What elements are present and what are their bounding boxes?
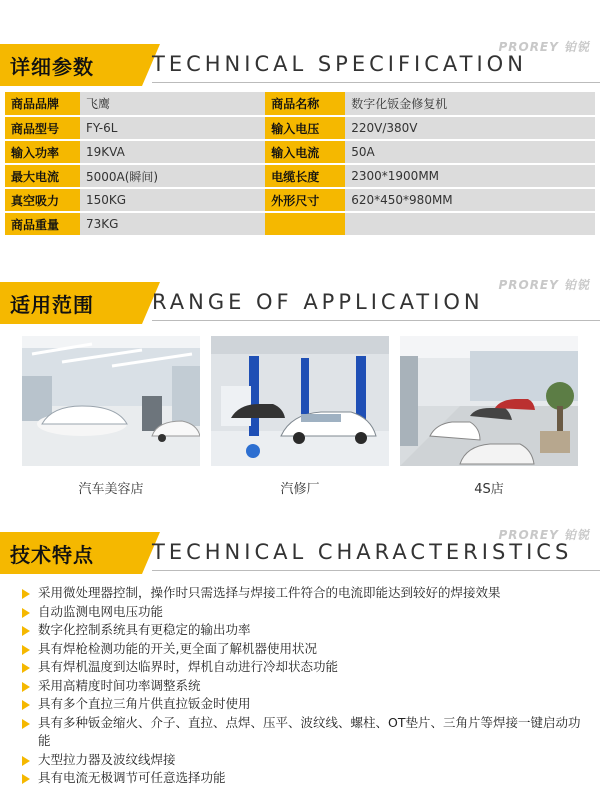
spec-label (265, 212, 345, 236)
feature-item (22, 584, 582, 603)
spec-value: 数字化钣金修复机 (345, 92, 595, 116)
feature-item (22, 677, 582, 696)
bullet-triangle-icon (22, 608, 30, 618)
spec-label: 输入电压 (265, 116, 345, 140)
bullet-triangle-icon (22, 626, 30, 636)
spec-label: 商品型号 (5, 116, 80, 140)
caption-repair-shop: 汽修厂 (280, 482, 320, 497)
feature-text: 具有焊机温度到达临界时，焊机自动进行冷却状态功能 (38, 659, 339, 674)
tech-title-cn: 技术特点 (0, 532, 142, 574)
photo-4s-dealership (400, 336, 578, 466)
spec-label: 电缆长度 (265, 164, 345, 188)
spec-value: 73KG (80, 212, 265, 236)
spec-row (5, 164, 595, 188)
photo-detailing-shop (22, 336, 200, 466)
feature-item (22, 621, 582, 640)
tech-title-en: TECHNICAL CHARACTERISTICS (152, 540, 573, 564)
bullet-triangle-icon (22, 756, 30, 766)
spec-row (5, 188, 595, 212)
photo-repair-shop (211, 336, 389, 466)
spec-row (5, 212, 595, 236)
brand-logo: PROREY 铂锐 (498, 40, 590, 54)
spec-title-en: TECHNICAL SPECIFICATION (152, 52, 527, 76)
brand-logo: PROREY 铂锐 (498, 528, 590, 542)
feature-text: 数字化控制系统具有更稳定的输出功率 (38, 622, 251, 637)
bullet-triangle-icon (22, 682, 30, 692)
spec-section-header (0, 34, 600, 94)
spec-value: 5000A(瞬间) (80, 164, 265, 188)
brand-logo: PROREY 铂锐 (498, 278, 590, 292)
feature-item (22, 714, 582, 751)
spec-row (5, 116, 595, 140)
spec-label: 输入电流 (265, 140, 345, 164)
spec-value: 220V/380V (345, 116, 595, 140)
tech-section-header (0, 522, 600, 582)
spec-label: 外形尺寸 (265, 188, 345, 212)
spec-value: 50A (345, 140, 595, 164)
feature-item (22, 695, 582, 714)
bullet-triangle-icon (22, 663, 30, 673)
feature-text: 采用高精度时间功率调整系统 (38, 677, 201, 693)
bullet-triangle-icon (22, 589, 30, 599)
bullet-triangle-icon (22, 700, 30, 710)
bullet-triangle-icon (22, 719, 30, 729)
spec-row (5, 140, 595, 164)
feature-text: 自动监测电网电压功能 (38, 603, 164, 619)
range-title-en: RANGE OF APPLICATION (152, 290, 484, 314)
spec-label: 商品名称 (265, 92, 345, 116)
spec-value: 19KVA (80, 140, 265, 164)
application-photos (22, 336, 578, 466)
caption-4s-dealership: 4S店 (474, 482, 504, 497)
feature-item (22, 769, 582, 788)
divider (152, 570, 600, 571)
spec-value: 飞鹰 (80, 92, 265, 116)
spec-value: 620*450*980MM (345, 188, 595, 212)
spec-label: 商品重量 (5, 212, 80, 236)
spec-value: FY-6L (80, 116, 265, 140)
spec-label: 输入功率 (5, 140, 80, 164)
feature-item (22, 751, 582, 770)
feature-text: 具有多种钣金缩火、介子、直拉、点焊、压平、波纹线、螺柱、OT垫片、三角片等焊接一键启动功能 (38, 714, 581, 748)
feature-text: 具有多个直拉三角片供直拉钣金时使用 (38, 696, 251, 711)
feature-item (22, 640, 582, 659)
divider (152, 82, 600, 83)
caption-detailing-shop: 汽车美容店 (78, 482, 144, 497)
spec-label: 商品品牌 (5, 92, 80, 116)
spec-label: 最大电流 (5, 164, 80, 188)
feature-item (22, 603, 582, 622)
spec-value: 150KG (80, 188, 265, 212)
range-title-cn: 适用范围 (0, 282, 142, 324)
feature-item (22, 658, 582, 677)
feature-list (22, 584, 582, 788)
bullet-triangle-icon (22, 645, 30, 655)
spec-title-cn: 详细参数 (0, 44, 142, 86)
range-section-header (0, 272, 600, 332)
feature-text: 具有电流无极调节可任意选择功能 (38, 770, 226, 785)
feature-text: 大型拉力器及波纹线焊接 (38, 751, 176, 767)
bullet-triangle-icon (22, 774, 30, 784)
spec-value (345, 212, 595, 236)
spec-value: 2300*1900MM (345, 164, 595, 188)
feature-text: 采用微处理器控制，操作时只需选择与焊接工件符合的电流即能达到较好的焊接效果 (38, 585, 501, 600)
spec-row (5, 92, 595, 116)
spec-label: 真空吸力 (5, 188, 80, 212)
divider (152, 320, 600, 321)
feature-text: 具有焊枪检测功能的开关,更全面了解机器使用状况 (38, 640, 317, 656)
spec-table (5, 92, 595, 237)
